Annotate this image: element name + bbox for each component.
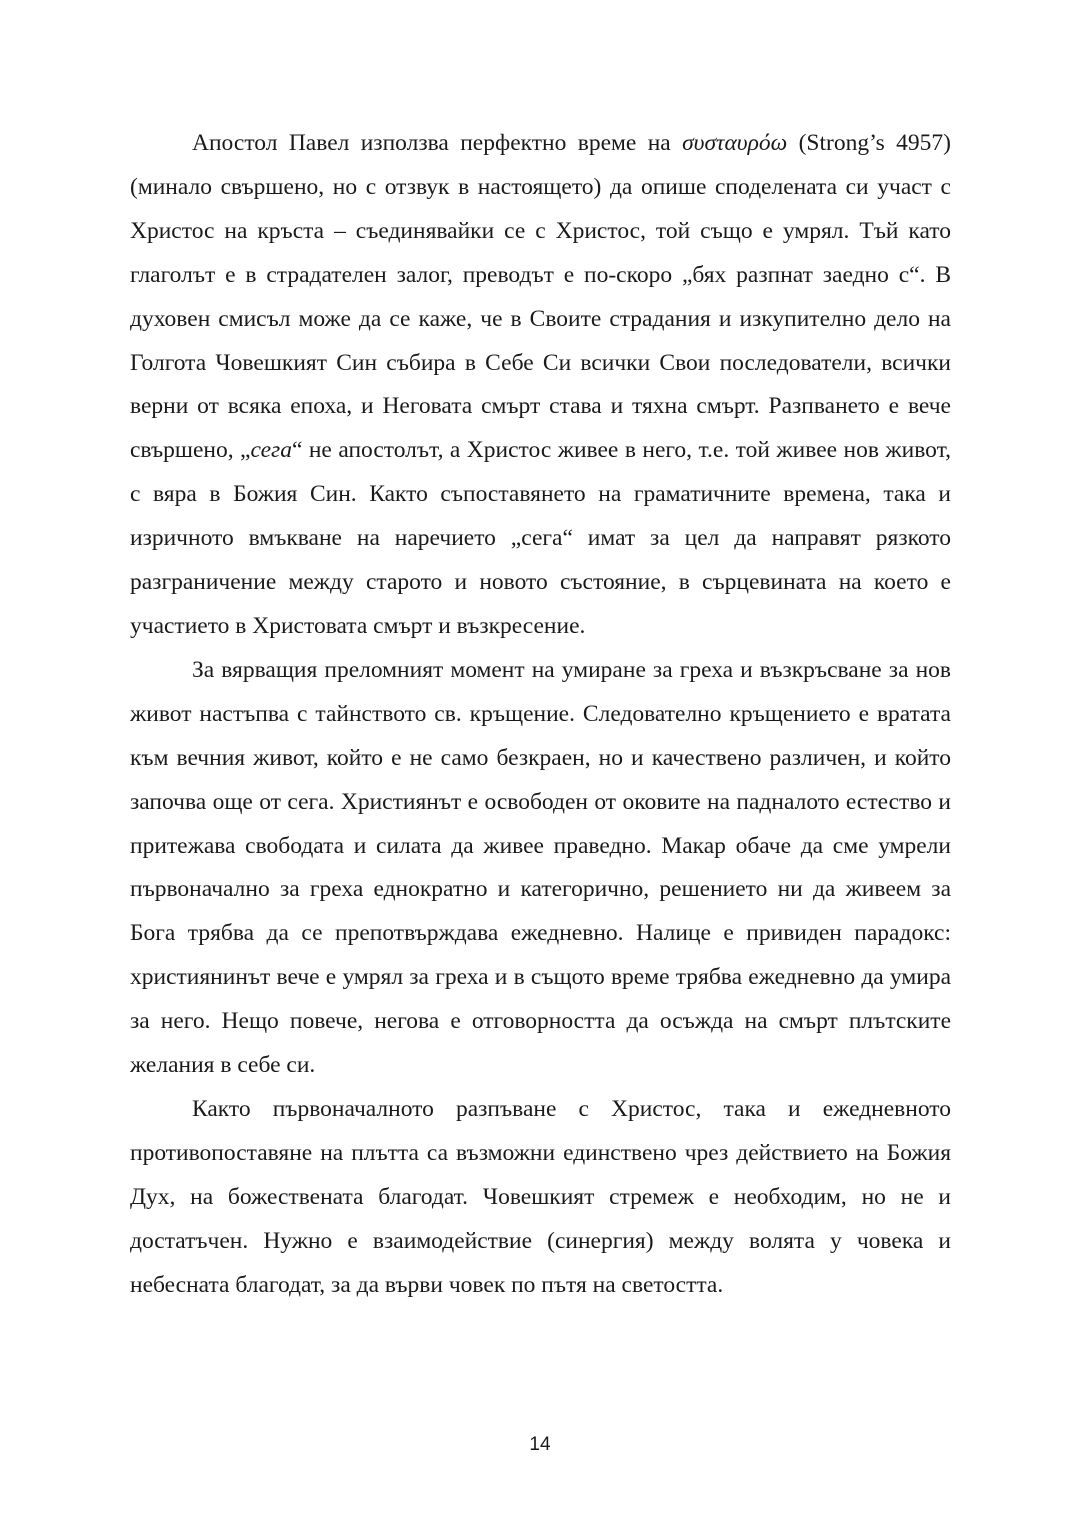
paragraph-1-part-3: “ не апостолът, а Христос живее в него, т.е. той живее нов живот, с вяра в Божия Син. Както съпоставянето на граматичните времена, така и изричното вмъкване на наречието „сега“ имат за цел да направят рязкото разграничение между старото и новото състояние, в сърцевината на което е участието в Христовата смърт и възкресение. xyxy=(130,437,951,639)
paragraph-3: Както първоначалното разпъване с Христос, така и ежедневното противопоставяне на плътта са възможни единствено чрез действието на Божия Дух, на божествената благодат. Човешкият стремеж е необходим, но не и достатъчен. Нужно е взаимодействие (синергия) между волята у човека и небесната благодат, за да върви човек по пътя на светостта. xyxy=(130,1095,951,1298)
paragraph-1-part-2: (Strong’s 4957) (минало свършено, но с отзвук в настоящето) да опише споделената си участ с Христос на кръста – съединявайки се с Христос, той също е умрял. Тъй като глаголът е в страдателен залог, преводът е по-скоро „бях разпнат заедно с“. В духовен смисъл може да се каже, че в Своите страдания и изкупително дело на Голгота Човешкият Син събира в Себе Си всички Свои последователи, всички верни от всяка епоха, и Неговата смърт става и тяхна смърт. Разпването е вече свършено, „ xyxy=(130,130,951,464)
page-number: 14 xyxy=(529,1434,551,1455)
italic-sega: сега xyxy=(250,437,292,464)
greek-term: συσταυρόω xyxy=(682,130,788,156)
paragraph-1 xyxy=(130,122,951,649)
paragraph-1-part-1: Апостол Павел използва перфектно време на xyxy=(192,130,683,156)
body-text xyxy=(130,122,951,1307)
paragraph-2: За вярващия преломният момент на умиране за греха и възкръсване за нов живот настъпва с тайнството св. кръщение. Следователно кръщението е вратата към вечния живот, който е не само безкраен, но и качествено различен, и който започва още от сега. Християнът е освободен от оковите на падналото естество и притежава свободата и силата да живее праведно. Макар обаче да сме умрели първоначално за греха еднократно и категорично, решението ни да живеем за Бога трябва да се препотвърждава ежедневно. Налице е привиден парадокс: християнинът вече е умрял за греха и в същото време трябва ежедневно да умира за него. Нещо повече, негова е отговорността да осъжда на смърт плътските желания в себе си. xyxy=(130,656,951,1079)
